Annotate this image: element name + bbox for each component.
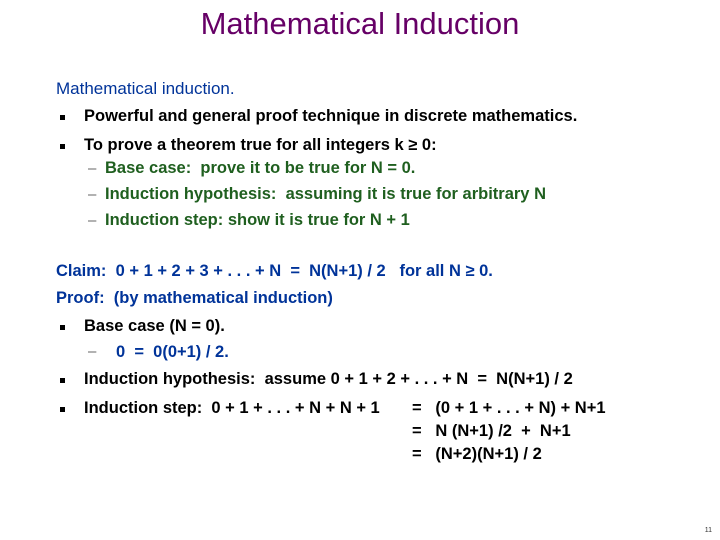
dash-marker: – — [88, 212, 97, 229]
intro-heading: Mathematical induction. — [56, 79, 235, 98]
bullet-1: Powerful and general proof technique in discrete mathematics. — [84, 107, 578, 125]
claim: Claim: 0 + 1 + 2 + 3 + . . . + N = N(N+1) / 2 for all N ≥ 0. — [56, 262, 493, 280]
bullet-marker — [60, 378, 65, 383]
induction-hypothesis: Induction hypothesis: assume 0 + 1 + 2 + . . . + N = N(N+1) / 2 — [84, 370, 573, 388]
page-number: 11 — [704, 527, 712, 534]
induction-step-eq-2: = N (N+1) /2 + N+1 — [412, 422, 571, 440]
dash-marker: – — [88, 160, 97, 177]
sub-bullet-3: Induction step: show it is true for N + 1 — [105, 211, 410, 229]
induction-step: Induction step: 0 + 1 + . . . + N + N + 1 — [84, 399, 380, 417]
bullet-marker — [60, 115, 65, 120]
induction-step-eq-3: = (N+2)(N+1) / 2 — [412, 445, 542, 463]
bullet-marker — [60, 144, 65, 149]
bullet-marker — [60, 407, 65, 412]
sub-bullet-1: Base case: prove it to be true for N = 0. — [105, 159, 416, 177]
base-case-detail: 0 = 0(0+1) / 2. — [116, 343, 229, 361]
dash-marker: – — [88, 186, 97, 203]
sub-bullet-2: Induction hypothesis: assuming it is true for arbitrary N — [105, 185, 546, 203]
bullet-2: To prove a theorem true for all integers k ≥ 0: — [84, 136, 437, 154]
induction-step-eq-1: = (0 + 1 + . . . + N) + N+1 — [412, 399, 606, 417]
base-case: Base case (N = 0). — [84, 317, 225, 335]
proof-heading: Proof: (by mathematical induction) — [56, 289, 333, 307]
bullet-marker — [60, 325, 65, 330]
slide-title: Mathematical Induction — [200, 6, 520, 41]
dash-marker: – — [88, 343, 97, 360]
